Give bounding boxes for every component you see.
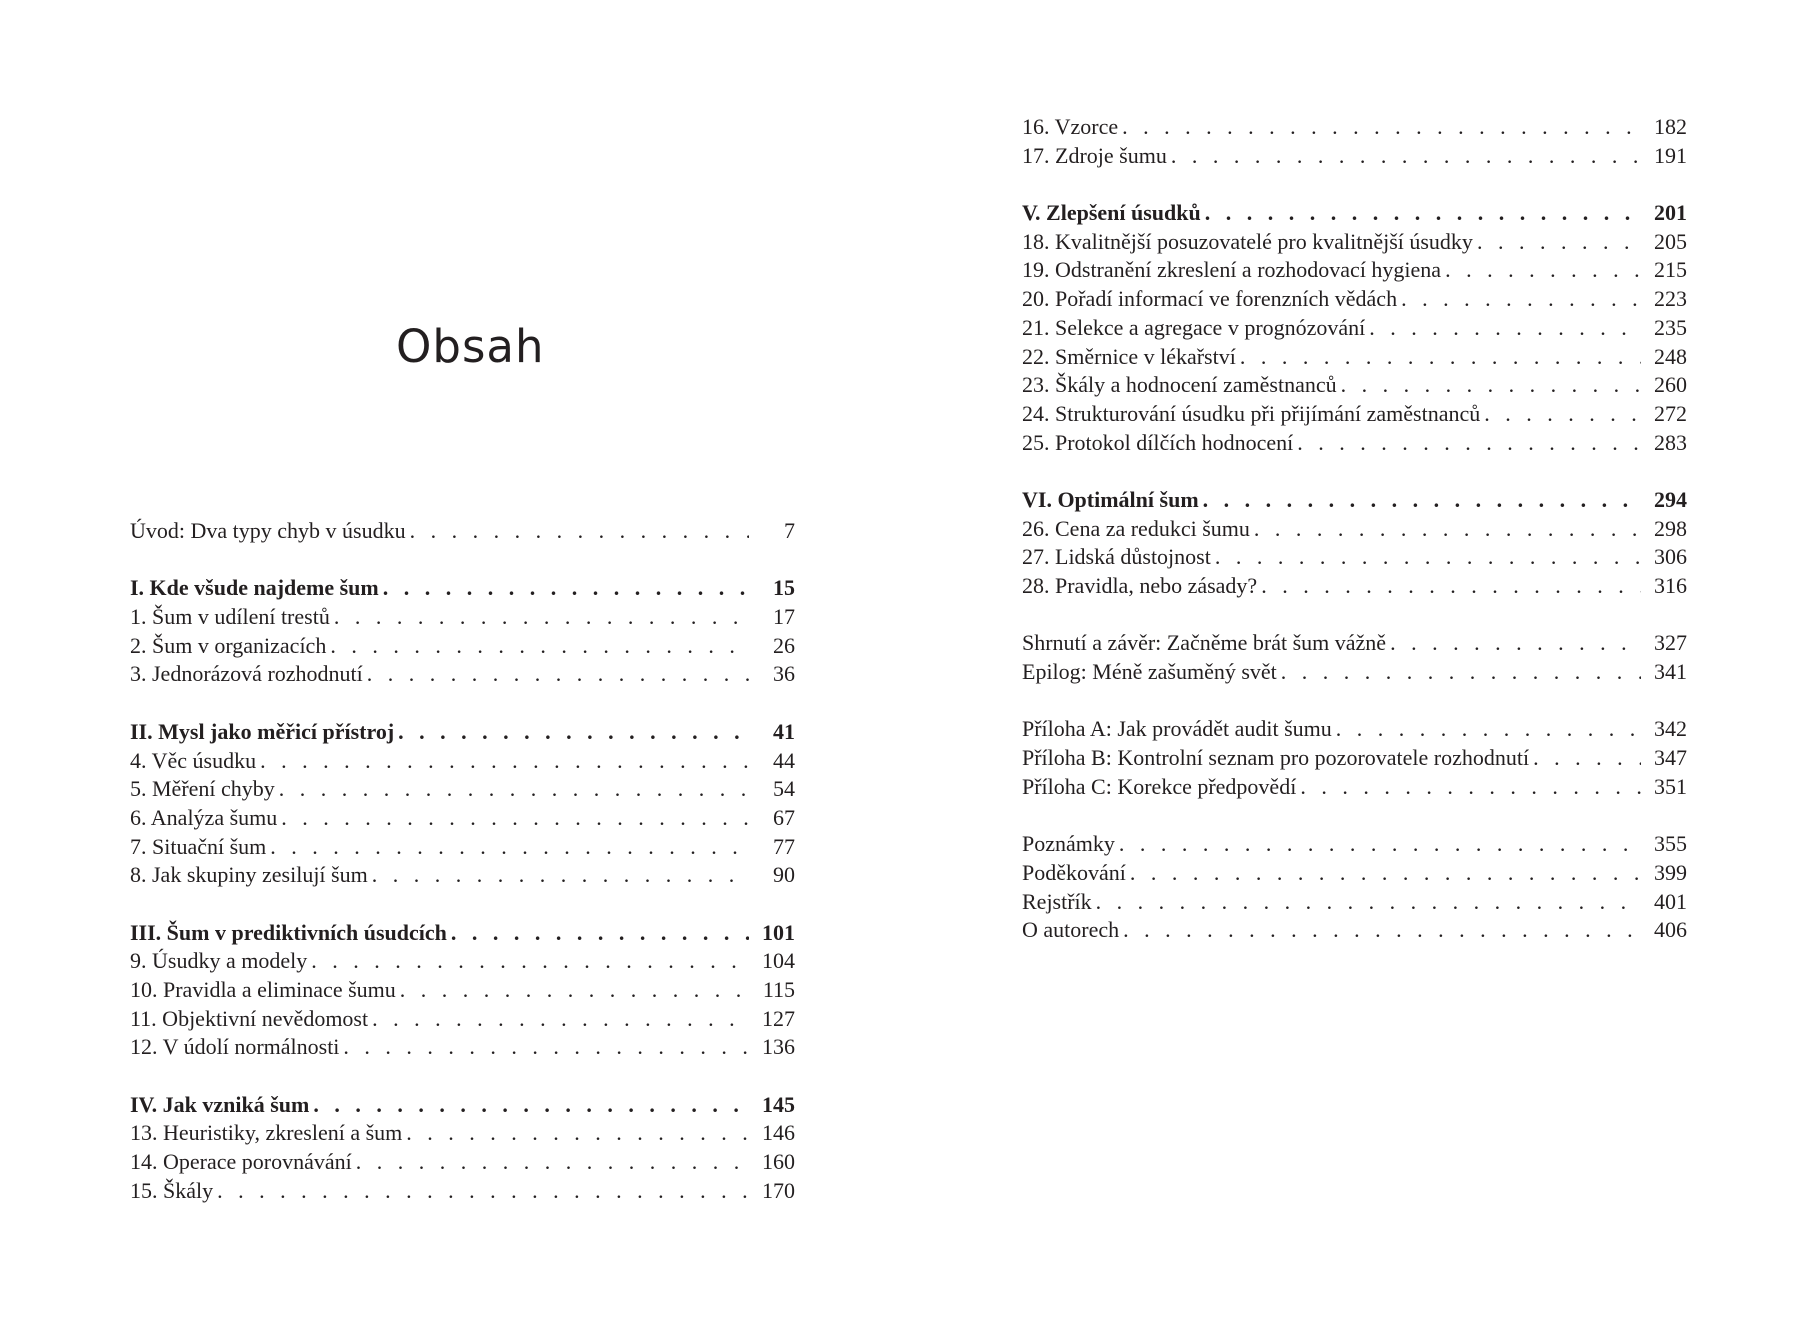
toc-group — [130, 574, 795, 689]
toc-entry — [1022, 314, 1687, 343]
toc-leader-dots — [1336, 715, 1641, 744]
toc-entry — [130, 1177, 795, 1206]
toc-leader-dots — [1171, 142, 1641, 171]
toc-entry-page-number: 235 — [1654, 314, 1687, 340]
toc-entry — [130, 775, 795, 804]
toc-entry-label: 14. Operace porovnávání — [130, 1149, 352, 1175]
toc-entry-page-number: 260 — [1654, 372, 1687, 398]
toc-entry — [130, 947, 795, 976]
toc-entry-label: Poznámky — [1022, 831, 1115, 857]
toc-entry-page-number: 44 — [773, 747, 795, 773]
toc-entry-label: 5. Měření chyby — [130, 776, 275, 802]
toc-leader-dots — [334, 603, 749, 632]
toc-entry-page-number: 90 — [773, 862, 795, 888]
toc-entry — [1022, 256, 1687, 285]
toc-entry-label: Příloha B: Kontrolní seznam pro pozorovatele rozhodnutí — [1022, 745, 1530, 771]
toc-entry-label: O autorech — [1022, 917, 1120, 943]
toc-leader-dots — [1297, 429, 1641, 458]
toc-group — [130, 919, 795, 1062]
toc-entry-label: I. Kde všude najdeme šum — [130, 575, 379, 601]
toc-entry-page-number: 101 — [762, 919, 795, 945]
toc-entry-page-number: 294 — [1654, 486, 1687, 512]
toc-entry-page-number: 205 — [1654, 228, 1687, 254]
toc-entry — [1022, 572, 1687, 601]
toc-entry-label: 21. Selekce a agregace v prognózování — [1022, 314, 1366, 340]
toc-leader-dots — [1130, 859, 1641, 888]
toc-entry-label: 24. Strukturování úsudku při přijímání zaměstnanců — [1022, 400, 1481, 426]
toc-entry-page-number: 248 — [1654, 343, 1687, 369]
toc-entry-label: 17. Zdroje šumu — [1022, 142, 1167, 168]
toc-entry — [130, 1119, 795, 1148]
toc-leader-dots — [279, 775, 749, 804]
toc-entry — [1022, 830, 1687, 859]
toc-entry-page-number: 160 — [762, 1149, 795, 1175]
toc-entry — [130, 660, 795, 689]
toc-leader-dots — [372, 861, 749, 890]
toc-entry-label: II. Mysl jako měřicí přístroj — [130, 718, 395, 744]
toc-entry-page-number: 54 — [773, 776, 795, 802]
toc-entry-page-number: 223 — [1654, 286, 1687, 312]
toc-entry — [130, 833, 795, 862]
toc-entry-page-number: 17 — [773, 604, 795, 630]
toc-entry — [1022, 228, 1687, 257]
toc-entry-page-number: 191 — [1654, 142, 1687, 168]
toc-entry-label: 6. Analýza šumu — [130, 804, 278, 830]
toc-leader-dots — [1300, 773, 1641, 802]
toc-entry-label: 11. Objektivní nevědomost — [130, 1005, 369, 1031]
toc-part-entry — [130, 574, 795, 603]
toc-entry-page-number: 215 — [1654, 257, 1687, 283]
toc-leader-dots — [217, 1177, 749, 1206]
toc-leader-dots — [1281, 658, 1641, 687]
toc-group — [1022, 629, 1687, 686]
toc-entry-page-number: 327 — [1654, 630, 1687, 656]
toc-entry-page-number: 15 — [773, 575, 795, 601]
toc-group — [1022, 199, 1687, 457]
toc-part-entry — [1022, 199, 1687, 228]
toc-entry-page-number: 341 — [1654, 659, 1687, 685]
toc-entry-label: VI. Optimální šum — [1022, 486, 1199, 512]
toc-entry-label: 1. Šum v udílení trestů — [130, 604, 330, 630]
toc-entry — [130, 1148, 795, 1177]
toc-entry-label: 27. Lidská důstojnost — [1022, 544, 1211, 570]
toc-entry-page-number: 406 — [1654, 917, 1687, 943]
toc-entry-page-number: 283 — [1654, 429, 1687, 455]
toc-entry-label: 12. V údolí normálnosti — [130, 1034, 340, 1060]
toc-leader-dots — [270, 833, 749, 862]
toc-entry-page-number: 36 — [773, 661, 795, 687]
toc-entry-page-number: 115 — [762, 977, 795, 1002]
toc-entry — [1022, 543, 1687, 572]
toc-leader-dots — [260, 747, 749, 776]
toc-entry-label: Příloha C: Korekce předpovědí — [1022, 773, 1297, 799]
toc-leader-dots — [1341, 371, 1641, 400]
toc-leader-dots — [372, 1005, 749, 1034]
page-title: Obsah — [396, 320, 545, 373]
toc-leader-dots — [330, 632, 749, 661]
toc-entry-page-number: 127 — [762, 1005, 795, 1031]
toc-entry-page-number: 104 — [762, 948, 795, 974]
toc-leader-dots — [1122, 113, 1641, 142]
toc-group — [1022, 113, 1687, 170]
toc-entry — [130, 804, 795, 833]
toc-entry — [1022, 888, 1687, 917]
toc-entry-page-number: 170 — [762, 1177, 795, 1203]
toc-entry-label: 18. Kvalitnější posuzovatelé pro kvalitnější úsudky — [1022, 228, 1473, 254]
toc-entry — [130, 632, 795, 661]
toc-entry — [1022, 515, 1687, 544]
toc-entry — [1022, 744, 1687, 773]
toc-entry-page-number: 401 — [1654, 888, 1687, 914]
toc-leader-dots — [406, 1119, 749, 1148]
toc-group — [130, 1091, 795, 1206]
toc-entry-label: 15. Škály — [130, 1177, 214, 1203]
toc-leader-dots — [1390, 629, 1641, 658]
toc-entry — [1022, 400, 1687, 429]
toc-entry-label: 10. Pravidla a eliminace šumu — [130, 977, 396, 1002]
toc-entry-page-number: 145 — [762, 1091, 795, 1117]
toc-group — [130, 718, 795, 890]
toc-entry-label: 19. Odstranění zkreslení a rozhodovací hygiena — [1022, 257, 1442, 283]
toc-entry — [1022, 429, 1687, 458]
toc-entry-label: Shrnutí a závěr: Začněme brát šum vážně — [1022, 630, 1387, 656]
toc-entry-page-number: 7 — [784, 518, 795, 543]
toc-entry-label: 3. Jednorázová rozhodnutí — [130, 661, 363, 687]
toc-group — [1022, 830, 1687, 945]
toc-leader-dots — [1484, 400, 1641, 429]
toc-entry-label: III. Šum v prediktivních úsudcích — [130, 919, 447, 945]
toc-group — [1022, 486, 1687, 601]
toc-entry-page-number: 306 — [1654, 544, 1687, 570]
toc-entry-page-number: 316 — [1654, 573, 1687, 598]
toc-leader-dots — [343, 1033, 749, 1062]
toc-leader-dots — [1477, 228, 1641, 257]
right-page — [1022, 113, 1687, 974]
toc-leader-dots — [311, 947, 749, 976]
toc-entry — [130, 1005, 795, 1034]
toc-entry — [130, 976, 795, 1005]
toc-leader-dots — [281, 804, 749, 833]
toc-entry-page-number: 399 — [1654, 859, 1687, 885]
toc-leader-dots — [451, 919, 749, 948]
toc-entry-label: 25. Protokol dílčích hodnocení — [1022, 429, 1294, 455]
toc-part-entry — [1022, 486, 1687, 515]
toc-leader-dots — [1119, 830, 1641, 859]
toc-entry — [130, 747, 795, 776]
toc-entry — [130, 861, 795, 890]
toc-entry-label: 13. Heuristiky, zkreslení a šum — [130, 1120, 403, 1146]
toc-entry-label: Epilog: Méně zašuměný svět — [1022, 659, 1277, 685]
toc-leader-dots — [1369, 314, 1641, 343]
toc-part-entry — [130, 919, 795, 948]
toc-leader-dots — [398, 718, 749, 747]
toc-entry-page-number: 272 — [1654, 400, 1687, 426]
toc-entry-page-number: 347 — [1654, 745, 1687, 771]
toc-entry — [1022, 285, 1687, 314]
toc-entry-label: 8. Jak skupiny zesilují šum — [130, 862, 368, 888]
toc-part-entry — [130, 718, 795, 747]
toc-entry-page-number: 351 — [1654, 773, 1687, 799]
toc-entry-label: 22. Směrnice v lékařství — [1022, 343, 1236, 369]
toc-entry-label: 28. Pravidla, nebo zásady? — [1022, 573, 1258, 598]
toc-entry-label: 4. Věc úsudku — [130, 747, 257, 773]
toc-leader-dots — [1254, 515, 1641, 544]
toc-entry — [1022, 859, 1687, 888]
toc-group — [1022, 715, 1687, 801]
toc-leader-dots — [1445, 256, 1641, 285]
toc-entry — [1022, 773, 1687, 802]
toc-entry-page-number: 26 — [773, 632, 795, 658]
toc-entry-label: 23. Škály a hodnocení zaměstnanců — [1022, 372, 1337, 398]
toc-entry — [1022, 629, 1687, 658]
toc-right-column — [1022, 113, 1687, 945]
toc-entry-page-number: 355 — [1654, 831, 1687, 857]
toc-leader-dots — [383, 574, 749, 603]
toc-leader-dots — [1123, 916, 1641, 945]
toc-leader-dots — [400, 976, 749, 1005]
toc-entry-label: IV. Jak vzniká šum — [130, 1091, 310, 1117]
toc-entry-label: 2. Šum v organizacích — [130, 632, 327, 658]
toc-entry-page-number: 67 — [773, 804, 795, 830]
toc-entry-label: 20. Pořadí informací ve forenzních vědách — [1022, 286, 1398, 312]
toc-leader-dots — [1533, 744, 1641, 773]
toc-entry-page-number: 342 — [1654, 716, 1687, 742]
toc-entry — [130, 1033, 795, 1062]
toc-entry-label: Příloha A: Jak provádět audit šumu — [1022, 716, 1332, 742]
toc-leader-dots — [1096, 888, 1641, 917]
toc-entry — [1022, 343, 1687, 372]
toc-leader-dots — [1401, 285, 1641, 314]
toc-entry — [1022, 715, 1687, 744]
toc-part-entry — [130, 1091, 795, 1120]
toc-leader-dots — [367, 660, 749, 689]
toc-entry-page-number: 77 — [773, 833, 795, 859]
toc-entry-label: 16. Vzorce — [1022, 114, 1119, 139]
toc-leader-dots — [1240, 343, 1641, 372]
toc-group — [130, 517, 795, 546]
toc-entry — [1022, 916, 1687, 945]
toc-entry-label: Poděkování — [1022, 859, 1126, 885]
toc-entry-page-number: 298 — [1654, 515, 1687, 541]
toc-entry-page-number: 136 — [762, 1034, 795, 1060]
toc-entry-label: Rejstřík — [1022, 888, 1092, 914]
toc-leader-dots — [1203, 486, 1641, 515]
toc-leader-dots — [410, 517, 749, 546]
toc-entry — [1022, 371, 1687, 400]
toc-entry — [1022, 113, 1687, 142]
toc-left-column — [130, 517, 795, 1234]
left-page — [130, 0, 795, 1336]
toc-leader-dots — [1215, 543, 1641, 572]
toc-entry — [1022, 658, 1687, 687]
toc-entry — [130, 517, 795, 546]
toc-leader-dots — [356, 1148, 749, 1177]
toc-entry-page-number: 182 — [1654, 114, 1687, 139]
toc-entry — [1022, 142, 1687, 171]
toc-entry — [130, 603, 795, 632]
toc-entry-label: 7. Situační šum — [130, 833, 267, 859]
toc-entry-label: 26. Cena za redukci šumu — [1022, 515, 1250, 541]
toc-entry-page-number: 41 — [773, 718, 795, 744]
toc-entry-page-number: 201 — [1654, 200, 1687, 226]
toc-entry-label: 9. Úsudky a modely — [130, 948, 308, 974]
toc-leader-dots — [1205, 199, 1641, 228]
toc-entry-label: V. Zlepšení úsudků — [1022, 200, 1201, 226]
toc-entry-label: Úvod: Dva typy chyb v úsudku — [130, 518, 406, 543]
toc-leader-dots — [313, 1091, 749, 1120]
toc-entry-page-number: 146 — [762, 1120, 795, 1146]
toc-leader-dots — [1261, 572, 1641, 601]
